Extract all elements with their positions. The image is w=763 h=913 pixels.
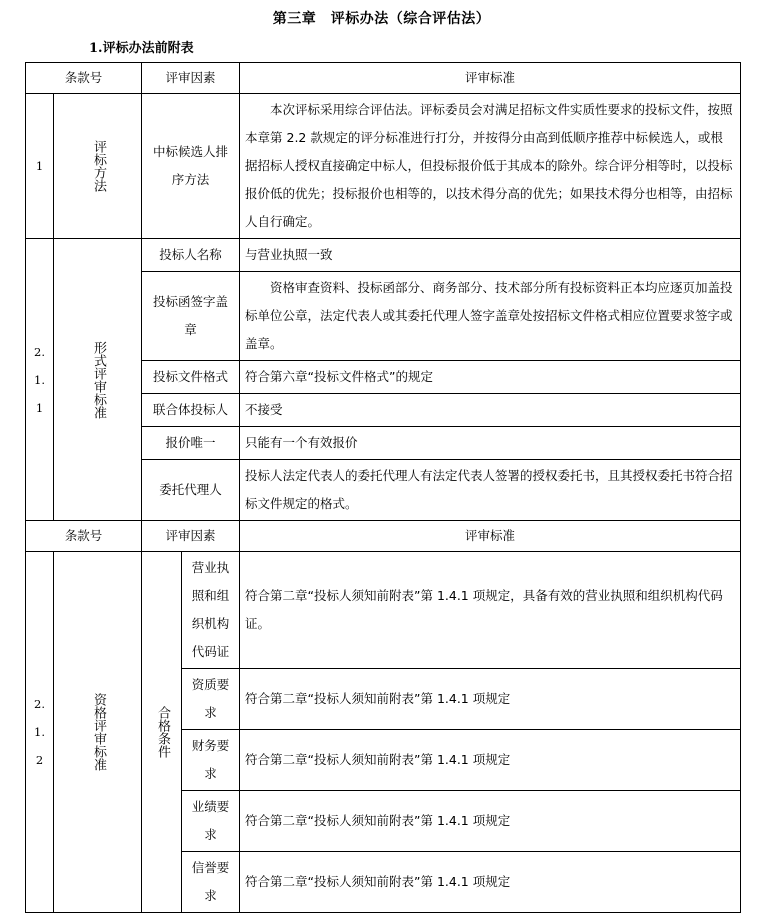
factor-cell: 营业执照和组织机构代码证	[182, 552, 240, 669]
standard-cell: 符合第二章“投标人须知前附表”第 1.4.1 项规定	[240, 730, 741, 791]
standard-cell: 符合第六章“投标文件格式”的规定	[240, 361, 741, 394]
factor-cell: 投标人名称	[142, 239, 240, 272]
header-clause-no: 条款号	[26, 63, 142, 94]
standard-cell: 符合第二章“投标人须知前附表”第 1.4.1 项规定	[240, 852, 741, 913]
standard-cell: 符合第二章“投标人须知前附表”第 1.4.1 项规定	[240, 669, 741, 730]
factor-cell: 信誉要求	[182, 852, 240, 913]
clause-name-cell	[54, 94, 142, 239]
standard-cell: 符合第二章“投标人须知前附表”第 1.4.1 项规定	[240, 791, 741, 852]
header-standard: 评审标准	[240, 63, 741, 94]
evaluation-table	[25, 62, 741, 913]
clause-name-cell	[54, 239, 142, 521]
group-name: 合格条件	[154, 706, 170, 758]
standard-cell: 投标人法定代表人的委托代理人有法定代表人签署的授权委托书，且其授权委托书符合招标文件规定的格式。	[240, 460, 741, 521]
standard-cell: 本次评标采用综合评估法。评标委员会对满足招标文件实质性要求的投标文件，按照本章第 2.2 款规定的评分标准进行打分，并按得分由高到低顺序推荐中标候选人，或根据招标人授权直接确定中标人，但投标报价低于其成本的除外。综合评分相等时，以投标报价低的优先；投标报价也相等的，以技术得分高的优先；如果技术得分也相等，由招标人自行确定。	[240, 94, 741, 239]
factor-cell: 资质要求	[182, 669, 240, 730]
page-title: 第三章 评标办法（综合评估法）	[272, 11, 491, 27]
header-factor: 评审因素	[142, 63, 240, 94]
table-header-row	[26, 521, 741, 552]
section-subtitle: 1.评标办法前附表	[89, 41, 194, 56]
factor-cell: 中标候选人排序方法	[142, 94, 240, 239]
factor-cell: 联合体投标人	[142, 394, 240, 427]
clause-number: 2. 1. 1	[26, 239, 54, 521]
clause-name: 形式评审标准	[90, 340, 106, 419]
table-row	[26, 239, 741, 272]
header-clause-no: 条款号	[26, 521, 142, 552]
header-standard: 评审标准	[240, 521, 741, 552]
group-cell	[142, 552, 182, 913]
standard-cell: 与营业执照一致	[240, 239, 741, 272]
clause-number: 2. 1. 2	[26, 552, 54, 913]
clause-name-cell	[54, 552, 142, 913]
clause-number: 1	[26, 94, 54, 239]
factor-cell: 报价唯一	[142, 427, 240, 460]
table-header-row	[26, 63, 741, 94]
factor-cell: 委托代理人	[142, 460, 240, 521]
standard-cell: 不接受	[240, 394, 741, 427]
clause-name: 资格评审标准	[90, 693, 106, 771]
table-row	[26, 94, 741, 239]
table-row	[26, 552, 741, 669]
factor-cell: 财务要求	[182, 730, 240, 791]
factor-cell: 投标文件格式	[142, 361, 240, 394]
clause-name: 评标方法	[90, 140, 106, 192]
header-factor: 评审因素	[142, 521, 240, 552]
standard-cell: 只能有一个有效报价	[240, 427, 741, 460]
factor-cell: 业绩要求	[182, 791, 240, 852]
standard-cell: 资格审查资料、投标函部分、商务部分、技术部分所有投标资料正本均应逐页加盖投标单位公章，法定代表人或其委托代理人签字盖章处按招标文件格式相应位置要求签字或盖章。	[240, 272, 741, 361]
factor-cell: 投标函签字盖章	[142, 272, 240, 361]
standard-cell: 符合第二章“投标人须知前附表”第 1.4.1 项规定，具备有效的营业执照和组织机构代码证。	[240, 552, 741, 669]
